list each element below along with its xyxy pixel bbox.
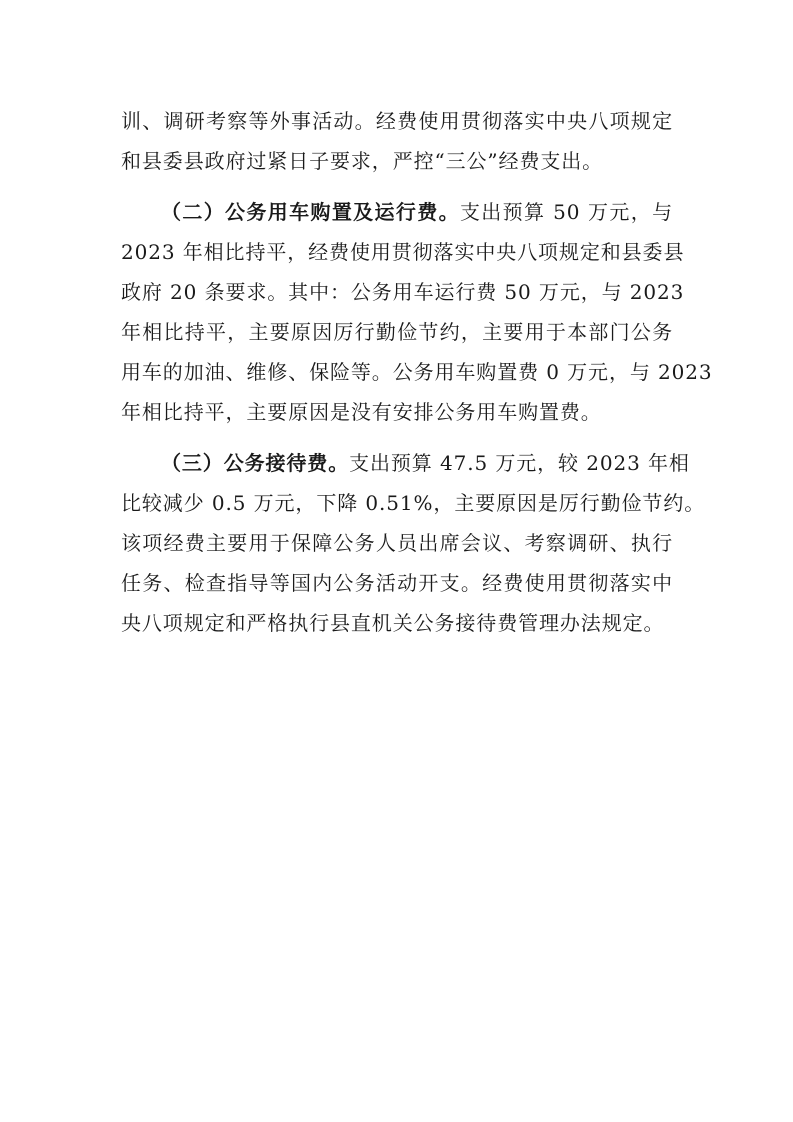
paragraph-2-line-5: 用车的加油、维修、保险等。公务用车购置费 0 万元，与 2023 [121, 360, 713, 384]
paragraph-1-line-2: 和县委县政府过紧日子要求，严控“三公”经费支出。 [121, 149, 604, 173]
paragraph-2-line-2: 2023 年相比持平，经费使用贯彻落实中央八项规定和县委县 [121, 240, 685, 264]
paragraph-1-line-1: 训、调研考察等外事活动。经费使用贯彻落实中央八项规定 [121, 109, 673, 133]
paragraph-2-line-1 [161, 192, 673, 232]
paragraph-3-line-3: 该项经费主要用于保障公务人员出席会议、考察调研、执行 [121, 531, 673, 555]
section-heading-vehicle: （二）公务用车购置及运行费。 [161, 200, 460, 224]
paragraph-2-line-4: 年相比持平，主要原因厉行勤俭节约，主要用于本部门公务 [121, 320, 673, 344]
paragraph-2-line-6: 年相比持平，主要原因是没有安排公务用车购置费。 [121, 400, 602, 424]
paragraph-3-line-2: 比较减少 0.5 万元，下降 0.51%，主要原因是厉行勤俭节约。 [121, 491, 706, 515]
section-heading-reception: （三）公务接待费。 [161, 451, 350, 475]
paragraph-3-line-1-text: 支出预算 47.5 万元，较 2023 年相 [349, 451, 690, 475]
paragraph-3-line-4: 任务、检查指导等国内公务活动开支。经费使用贯彻落实中 [121, 571, 673, 595]
paragraph-2-line-3: 政府 20 条要求。其中：公务用车运行费 50 万元，与 2023 [121, 280, 685, 304]
paragraph-3-line-5: 央八项规定和严格执行县直机关公务接待费管理办法规定。 [121, 611, 665, 635]
paragraph-3-line-1 [161, 443, 690, 483]
paragraph-2-line-1-text: 支出预算 50 万元，与 [459, 200, 673, 224]
